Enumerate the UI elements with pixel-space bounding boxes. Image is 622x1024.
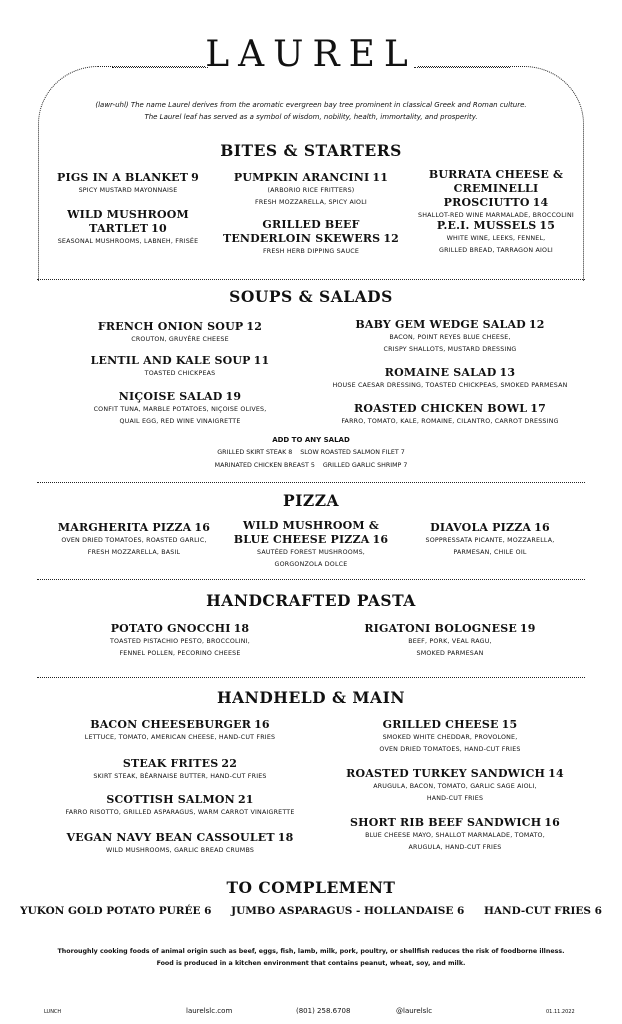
section-divider [37, 279, 585, 280]
menu-item-pigs-in-a-blanket: PIGS IN A BLANKET 9 SPICY MUSTARD MAYONNAISE [57, 171, 199, 194]
menu-item-roasted-turkey-sandwich: ROASTED TURKEY SANDWICH 14 ARUGULA, BACON, TOMATO, GARLIC SAGE AIOLI, HAND-CUT FRIES [346, 767, 564, 802]
menu-item-short-rib-sandwich: SHORT RIB BEEF SANDWICH 16 BLUE CHEESE MAYO, SHALLOT MARMALADE, TOMATO, ARUGULA, HAND-CUT FRIES [349, 816, 561, 851]
menu-item-scottish-salmon: SCOTTISH SALMON 21 FARRO RISOTTO, GRILLED ASPARAGUS, WARM CARROT VINAIGRETTE [65, 793, 295, 816]
brand-logo: LAUREL [205, 34, 417, 75]
menu-item-nicoise-salad: NIÇOISE SALAD 19 CONFIT TUNA, MARBLE POTATOES, NIÇOISE OLIVES, QUAIL EGG, RED WINE VINAIGRETTE [93, 390, 267, 425]
section-title-pizza: PIZZA [282, 491, 340, 510]
menu-type-label: LUNCH [44, 1009, 62, 1015]
menu-item-bacon-cheeseburger: BACON CHEESEBURGER 16 LETTUCE, TOMATO, AMERICAN CHEESE, HAND-CUT FRIES [84, 718, 276, 741]
menu-item-roasted-chicken-bowl: ROASTED CHICKEN BOWL 17 FARRO, TOMATO, KALE, ROMAINE, CILANTRO, CARROT DRESSING [341, 402, 559, 425]
section-divider [37, 677, 585, 678]
addons-row: GRILLED SKIRT STEAK 8 SLOW ROASTED SALMON FILET 7 [217, 449, 405, 456]
menu-item-burrata-prosciutto: BURRATA CHEESE & CREMINELLI PROSCIUTTO 14 SHALLOT-RED WINE MARMALADE, BROCCOLINI [418, 168, 574, 219]
menu-item-wild-mushroom-pizza: WILD MUSHROOM & BLUE CHEESE PIZZA 16 SAUTÉED FOREST MUSHROOMS, GORGONZOLA DOLCE [233, 519, 389, 568]
menu-item-pei-mussels: P.E.I. MUSSELS 15 WHITE WINE, LEEKS, FENNEL, GRILLED BREAD, TARRAGON AIOLI [436, 219, 556, 254]
section-divider [37, 482, 585, 483]
menu-item-grilled-cheese: GRILLED CHEESE 15 SMOKED WHITE CHEDDAR, PROVOLONE, OVEN DRIED TOMATOES, HAND-CUT FRIES [379, 718, 521, 753]
menu-date: 01.11.2022 [546, 1009, 575, 1015]
complement-item: JUMBO ASPARAGUS - HOLLANDAISE 6 [231, 905, 465, 917]
menu-item-lentil-kale-soup: LENTIL AND KALE SOUP 11 TOASTED CHICKPEAS [90, 354, 270, 377]
intro-text: (lawr-uhl) The name Laurel derives from the aromatic evergreen bay tree prominent in classical Greek and Roman culture. The Laurel leaf has served as a symbol of wisdom, nobility, health, immortality, and prosperity. [95, 101, 527, 121]
website-link[interactable]: laurelslc.com [186, 1007, 233, 1015]
section-divider [37, 579, 585, 580]
complement-items [0, 905, 622, 917]
section-title-main: HANDHELD & MAIN [217, 688, 405, 707]
section-title-soups: SOUPS & SALADS [229, 287, 393, 306]
addons-title: ADD TO ANY SALAD [272, 436, 350, 444]
menu-item-wild-mushroom-tartlet: WILD MUSHROOM TARTLET 10 SEASONAL MUSHROOMS, LABNEH, FRISÉE [57, 208, 199, 245]
addons-row: MARINATED CHICKEN BREAST 5 GRILLED GARLIC SHRIMP 7 [214, 462, 408, 469]
complement-item: HAND-CUT FRIES 6 [483, 905, 602, 917]
logo-row [0, 34, 622, 84]
menu-item-margherita-pizza: MARGHERITA PIZZA 16 OVEN DRIED TOMATOES, ROASTED GARLIC, FRESH MOZZARELLA, BASIL [57, 521, 211, 556]
menu-item-diavola-pizza: DIAVOLA PIZZA 16 SOPPRESSATA PICANTE, MOZZARELLA, PARMESAN, CHILE OIL [425, 521, 555, 556]
menu-item-baby-gem-wedge: BABY GEM WEDGE SALAD 12 BACON, POINT REYES BLUE CHEESE, CRISPY SHALLOTS, MUSTARD DRESSING [355, 318, 545, 353]
menu-item-grilled-beef-skewers: GRILLED BEEF TENDERLOIN SKEWERS 12 FRESH HERB DIPPING SAUCE [222, 218, 400, 255]
complement-item: YUKON GOLD POTATO PURÉE 6 [20, 905, 212, 917]
section-title-pasta: HANDCRAFTED PASTA [206, 591, 416, 610]
menu-item-romaine-salad: ROMAINE SALAD 13 HOUSE CAESAR DRESSING, TOASTED CHICKPEAS, SMOKED PARMESAN [332, 366, 568, 389]
menu-item-french-onion-soup: FRENCH ONION SOUP 12 CROUTON, GRUYÈRE CHEESE [97, 320, 263, 343]
menu-item-steak-frites: STEAK FRITES 22 SKIRT STEAK, BÉARNAISE BUTTER, HAND-CUT FRIES [93, 757, 267, 780]
phone-number: (801) 258.6708 [296, 1007, 351, 1015]
section-title-complement: TO COMPLEMENT [226, 878, 396, 897]
section-title-bites: BITES & STARTERS [220, 141, 402, 160]
social-handle: @laurelslc [396, 1007, 433, 1015]
logo-rule-right [414, 67, 510, 68]
menu-item-pumpkin-arancini: PUMPKIN ARANCINI 11 (ARBORIO RICE FRITTERS) FRESH MOZZARELLA, SPICY AIOLI [233, 171, 389, 206]
menu-item-vegan-cassoulet: VEGAN NAVY BEAN CASSOULET 18 WILD MUSHROOMS, GARLIC BREAD CRUMBS [66, 831, 294, 854]
menu-item-potato-gnocchi: POTATO GNOCCHI 18 TOASTED PISTACHIO PESTO, BROCCOLINI, FENNEL POLLEN, PECORINO CHEESE [110, 622, 250, 657]
food-safety-notice: Thoroughly cooking foods of animal origin such as beef, eggs, fish, lamb, milk, pork, poultry, or shellfish reduces the risk of foodborne illness. Food is produced in a kitchen environment that contains peanut, wheat, soy, and milk. [57, 948, 565, 967]
menu-item-rigatoni-bolognese: RIGATONI BOLOGNESE 19 BEEF, PORK, VEAL RAGU, SMOKED PARMESAN [364, 622, 536, 657]
